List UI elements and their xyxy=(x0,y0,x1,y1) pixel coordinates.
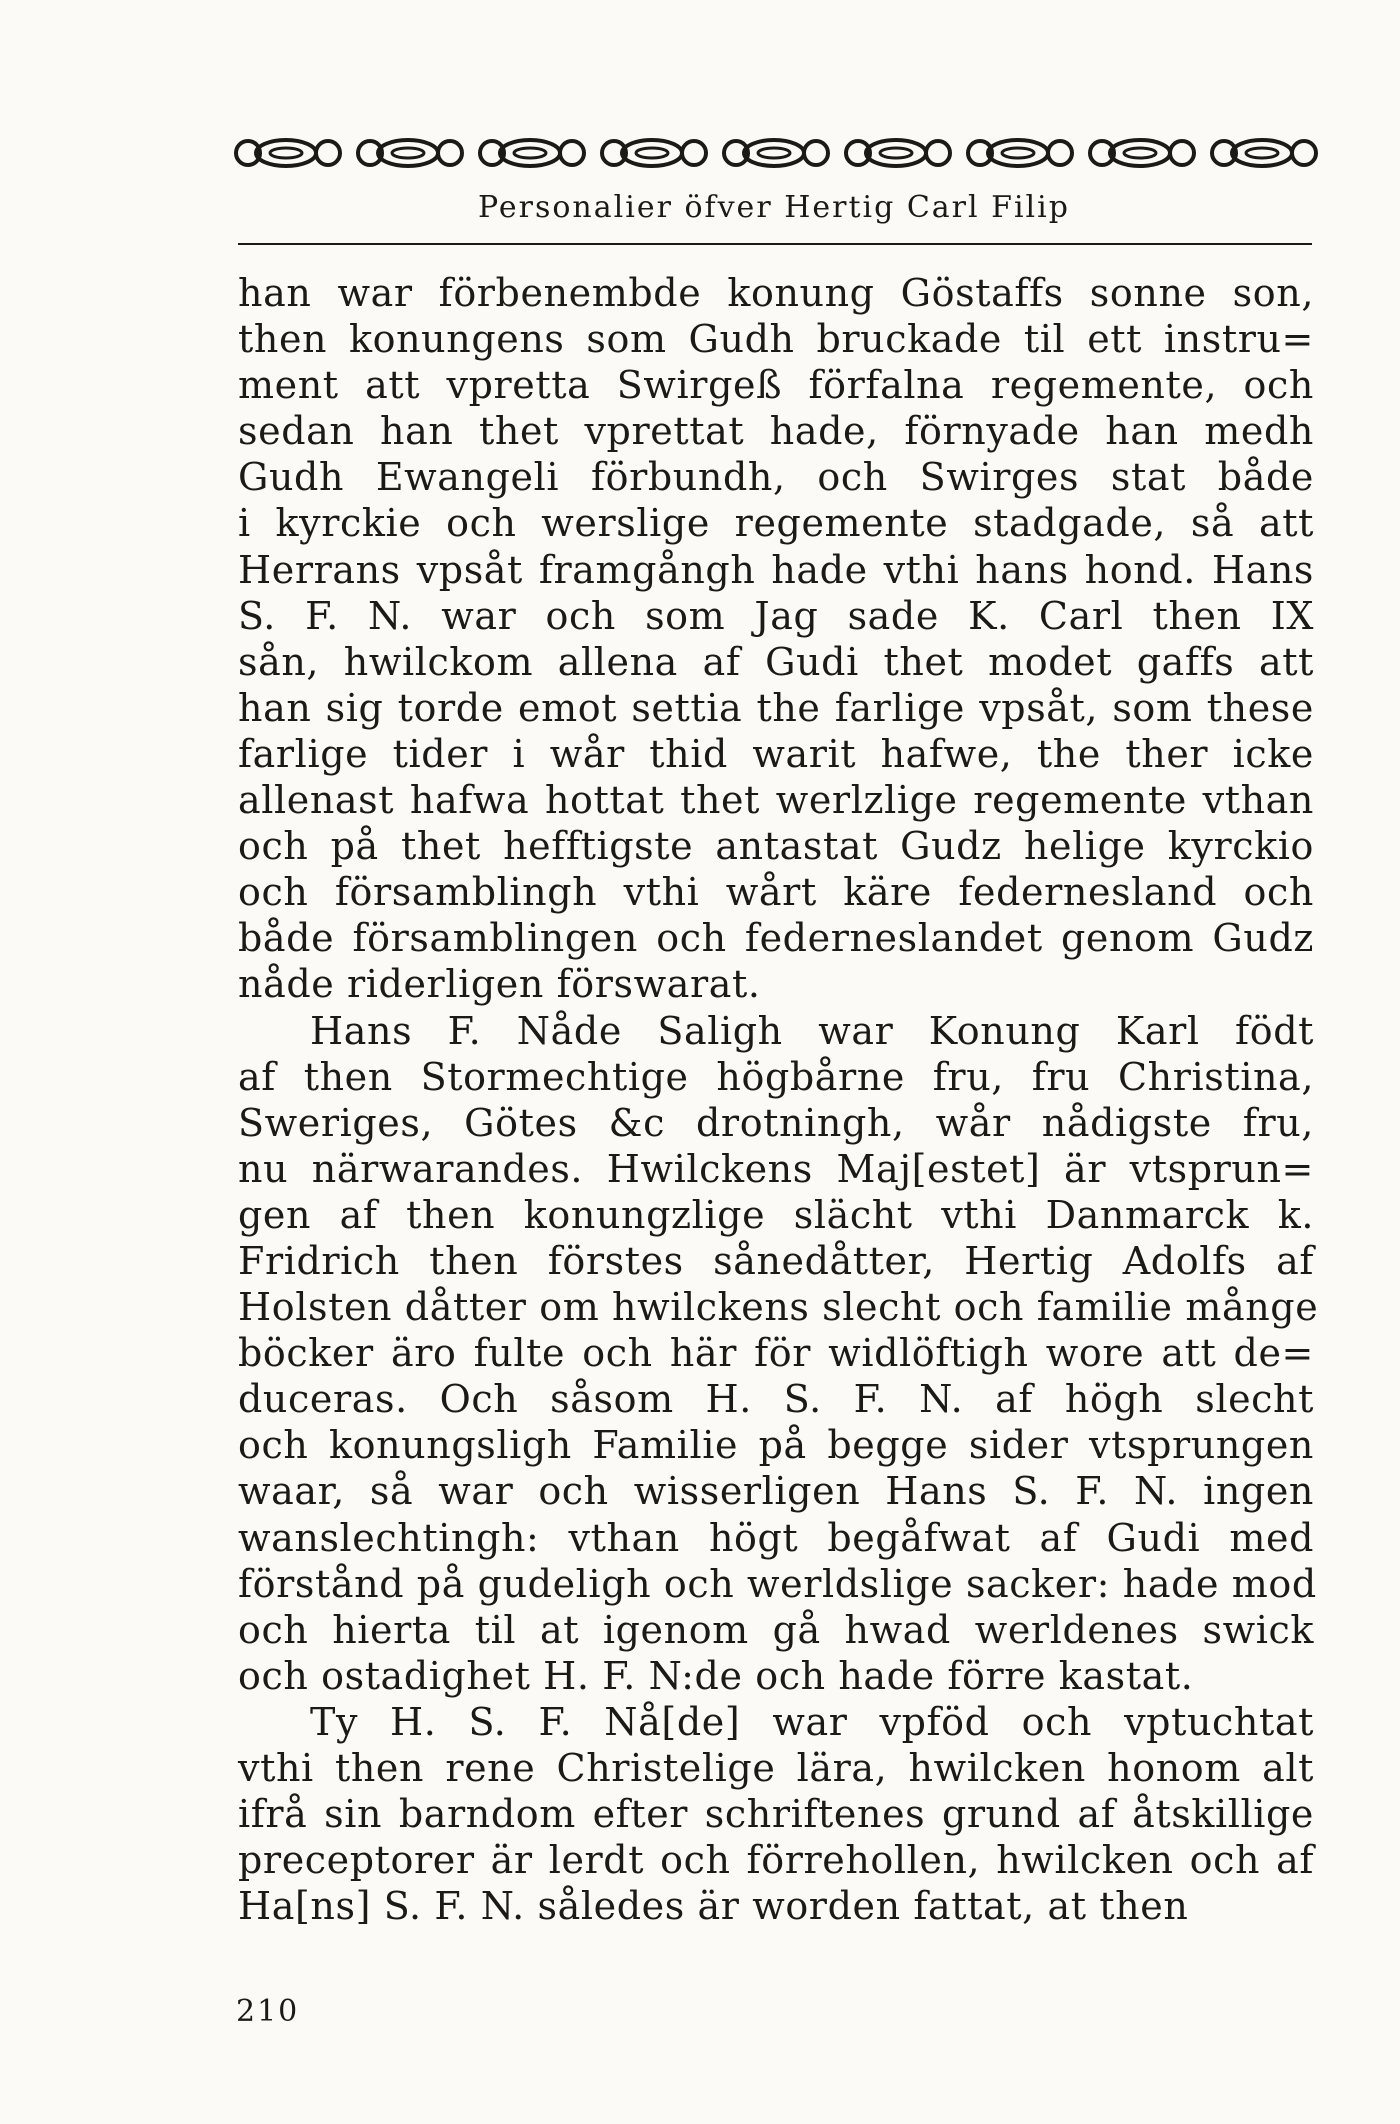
text-line: S. F. N. war och som Jag sade K. Carl then IX xyxy=(238,593,1314,638)
text-line: både församblingen och federneslandet genom Gudz xyxy=(238,916,1314,961)
chain-link-icon xyxy=(598,133,710,173)
text-line: Ha[ns] S. F. N. således är worden fattat, at then xyxy=(238,1884,1189,1929)
text-line: böcker äro fulte och här för widlöftigh wore att de= xyxy=(238,1331,1314,1376)
text-line: Herrans vpsåt framgångh hade vthi hans hond. Hans xyxy=(238,547,1314,592)
text-line: nu närwarandes. Hwilckens Maj[estet] är vtsprun= xyxy=(238,1146,1314,1191)
text-line: och ostadighet H. F. N:de och hade förre kastat. xyxy=(238,1653,1194,1698)
text-line: och på thet hefftigste antastat Gudz helige kyrckio xyxy=(238,824,1314,869)
chain-link-icon xyxy=(476,133,588,173)
text-line: Holsten dåtter om hwilckens slecht och familie månge xyxy=(238,1285,1319,1330)
text-line: nåde riderligen förswarat. xyxy=(238,962,761,1007)
text-line: farlige tider i wår thid warit hafwe, the ther icke xyxy=(238,731,1314,776)
text-line: then konungens som Gudh bruckade til ett instru= xyxy=(238,317,1314,362)
text-line: Fridrich then förstes sånedåtter, Hertig Adolfs af xyxy=(238,1238,1314,1283)
text-line: i kyrckie och werslige regemente stadgade, så att xyxy=(238,501,1314,546)
text-line: allenast hafwa hottat thet werlzlige regemente vthan xyxy=(238,778,1314,823)
body-text xyxy=(238,270,1319,1929)
chain-link-icon xyxy=(842,133,954,173)
text-line: Sweriges, Götes &c drotningh, wår nådigste fru, xyxy=(238,1100,1314,1145)
text-line: wanslechtingh: vthan högt begåfwat af Gudi med xyxy=(238,1515,1314,1560)
text-line: Gudh Ewangeli förbundh, och Swirges stat både xyxy=(238,455,1314,500)
text-line: Ty H. S. F. Nå[de] war vpföd och vptuchtat xyxy=(310,1699,1314,1744)
text-line: af then Stormechtige högbårne fru, fru Christina, xyxy=(238,1054,1314,1099)
chain-ornament-icon xyxy=(232,130,1320,176)
text-line: preceptorer är lerdt och förrehollen, hwilcken och af xyxy=(238,1838,1314,1883)
chain-link-icon xyxy=(1208,133,1320,173)
text-line: sån, hwilckom allena af Gudi thet modet gaffs att xyxy=(238,639,1314,684)
chain-link-icon xyxy=(964,133,1076,173)
text-line: vthi then rene Christelige lära, hwilcken honom alt xyxy=(238,1746,1314,1790)
text-line: gen af then konungzlige slächt vthi Danmarck k. xyxy=(238,1192,1314,1237)
chain-link-icon xyxy=(720,133,832,173)
text-line: waar, så war och wisserligen Hans S. F. N. ingen xyxy=(238,1469,1314,1514)
text-line: och församblingh vthi wårt käre federnesland och xyxy=(238,870,1314,915)
text-line: han sig torde emot settia the farlige vpsåt, som these xyxy=(238,685,1314,730)
text-line: förstånd på gudeligh och werldslige sacker: hade mod xyxy=(238,1561,1317,1606)
header-rule xyxy=(238,243,1312,245)
chain-link-icon xyxy=(354,133,466,173)
running-head: Personalier öfver Hertig Carl Filip xyxy=(478,190,1070,225)
chain-link-icon xyxy=(1086,133,1198,173)
text-line: sedan han thet vprettat hade, förnyade han medh xyxy=(238,409,1314,454)
chain-link-icon xyxy=(232,133,344,173)
text-line: han war förbenembde konung Göstaffs sonne son, xyxy=(238,271,1314,315)
text-line: och konungsligh Familie på begge sider vtsprungen xyxy=(238,1423,1314,1468)
page-number: 210 xyxy=(236,1994,300,2029)
text-line: ment att vpretta Swirgeß förfalna regemente, och xyxy=(238,363,1314,408)
text-line: duceras. Och såsom H. S. F. N. af högh slecht xyxy=(238,1377,1314,1422)
text-line: Hans F. Nåde Saligh war Konung Karl födt xyxy=(310,1008,1314,1053)
text-line: ifrå sin barndom efter schriftenes grund af åtskillige xyxy=(238,1792,1314,1837)
text-line: och hierta til at igenom gå hwad werldenes swick xyxy=(238,1607,1314,1652)
